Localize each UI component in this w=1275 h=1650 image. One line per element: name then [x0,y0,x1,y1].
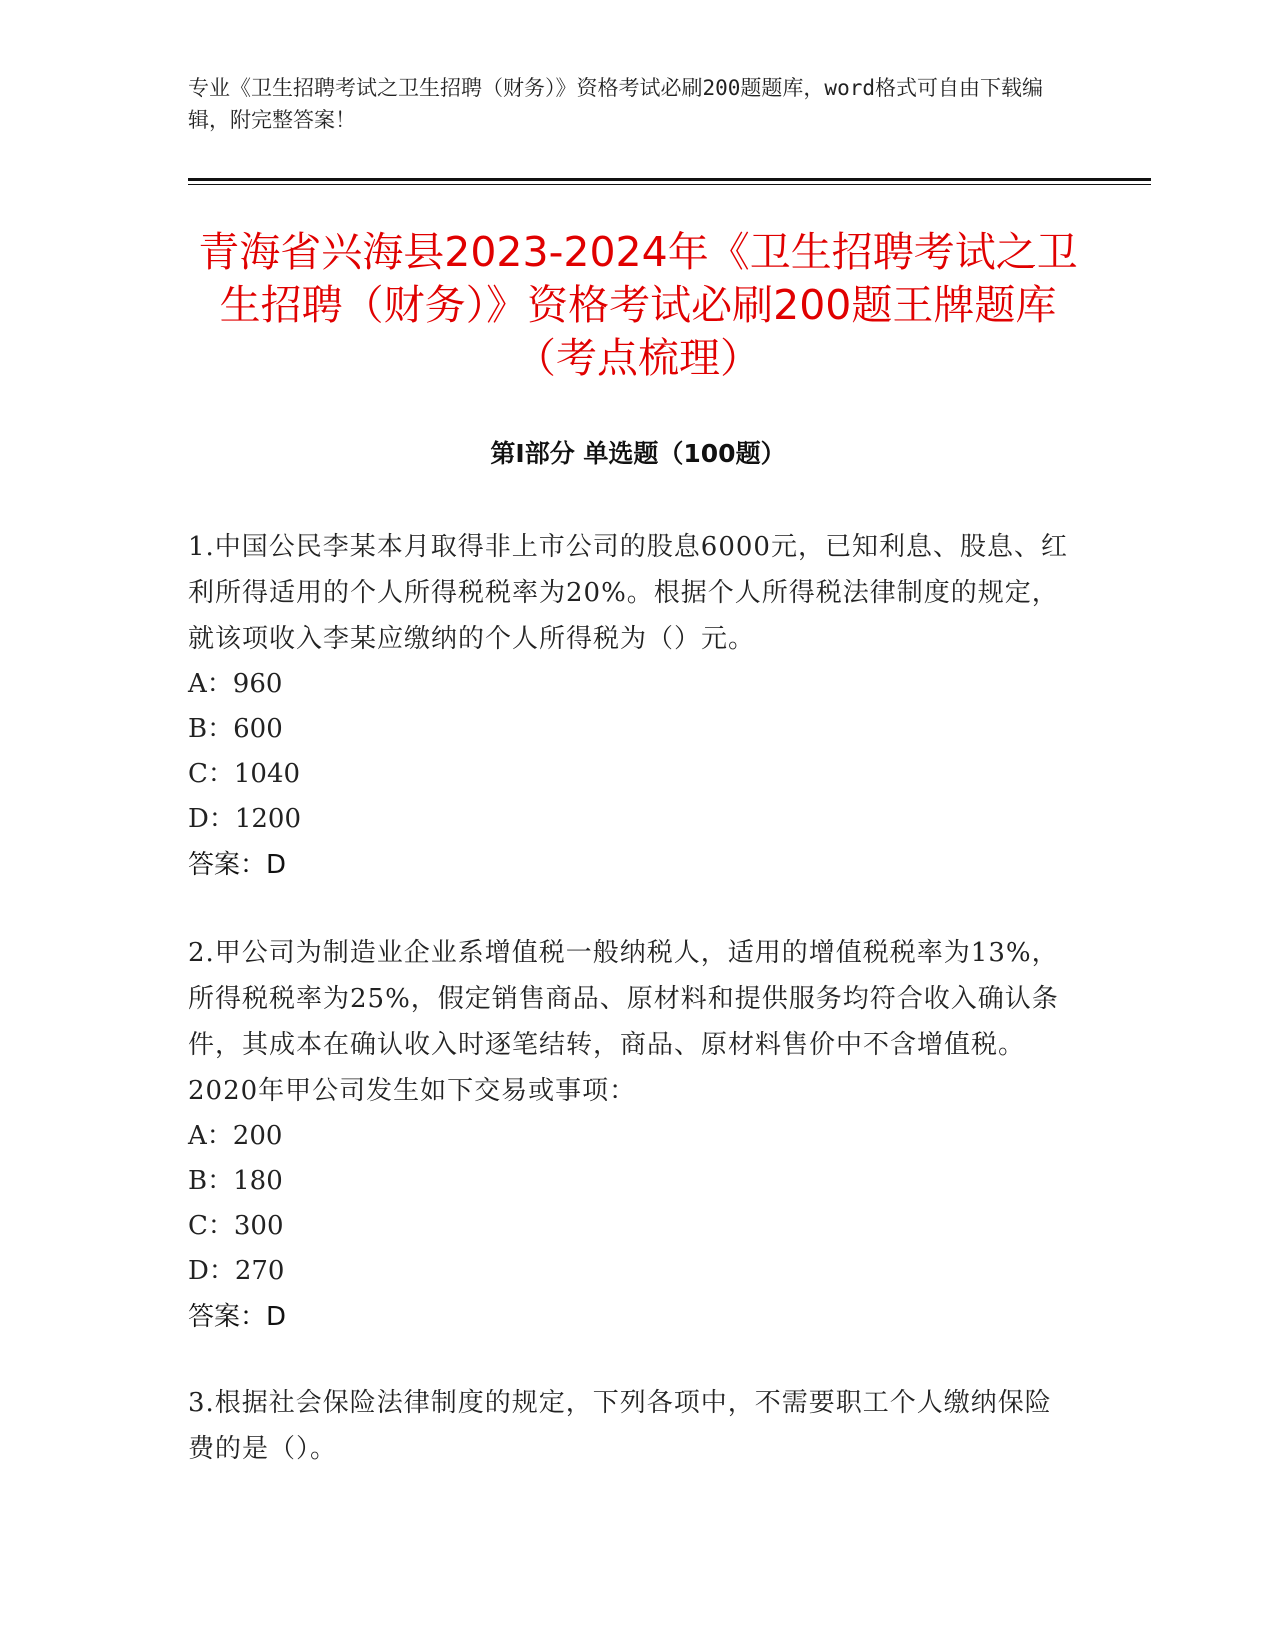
section-heading: 第Ⅰ部分 单选题（100题） [490,439,786,468]
header-divider-thick [188,178,1151,181]
option-a: A：200 [188,1121,283,1151]
option-a: A：960 [188,669,283,699]
option-c: C：300 [188,1211,284,1241]
option-b: B：600 [188,714,283,744]
header-note: 专业《卫生招聘考试之卫生招聘（财务）》资格考试必刷200题题库，word格式可自由下载编辑，附完整答案！ [188,76,1043,132]
question-stem: 3.根据社会保险法律制度的规定，下列各项中，不需要职工个人缴纳保险费的是（）。 [188,1388,1052,1464]
answer: 答案：D [188,850,287,880]
question-stem: 1.中国公民李某本月取得非上市公司的股息6000元，已知利息、股息、红利所得适用的个人所得税税率为20%。根据个人所得税法律制度的规定，就该项收入李某应缴纳的个人所得税为（）元。 [188,532,1068,654]
answer: 答案：D [188,1302,287,1332]
document-title: 青海省兴海县2023-2024年《卫生招聘考试之卫生招聘（财务）》资格考试必刷200题王牌题库（考点梳理） [198,228,1078,382]
option-d: D：270 [188,1256,285,1286]
question-stem: 2.甲公司为制造业企业系增值税一般纳税人，适用的增值税税率为13%，所得税税率为25%，假定销售商品、原材料和提供服务均符合收入确认条件，其成本在确认收入时逐笔结转，商品、原材料售价中不含增值税。2020年甲公司发生如下交易或事项： [188,938,1059,1106]
question-2 [188,930,1068,1340]
header-divider-thin [188,184,1151,185]
option-b: B：180 [188,1166,283,1196]
question-3 [188,1380,1068,1472]
question-1 [188,524,1068,888]
option-d: D：1200 [188,804,302,834]
option-c: C：1040 [188,759,301,789]
